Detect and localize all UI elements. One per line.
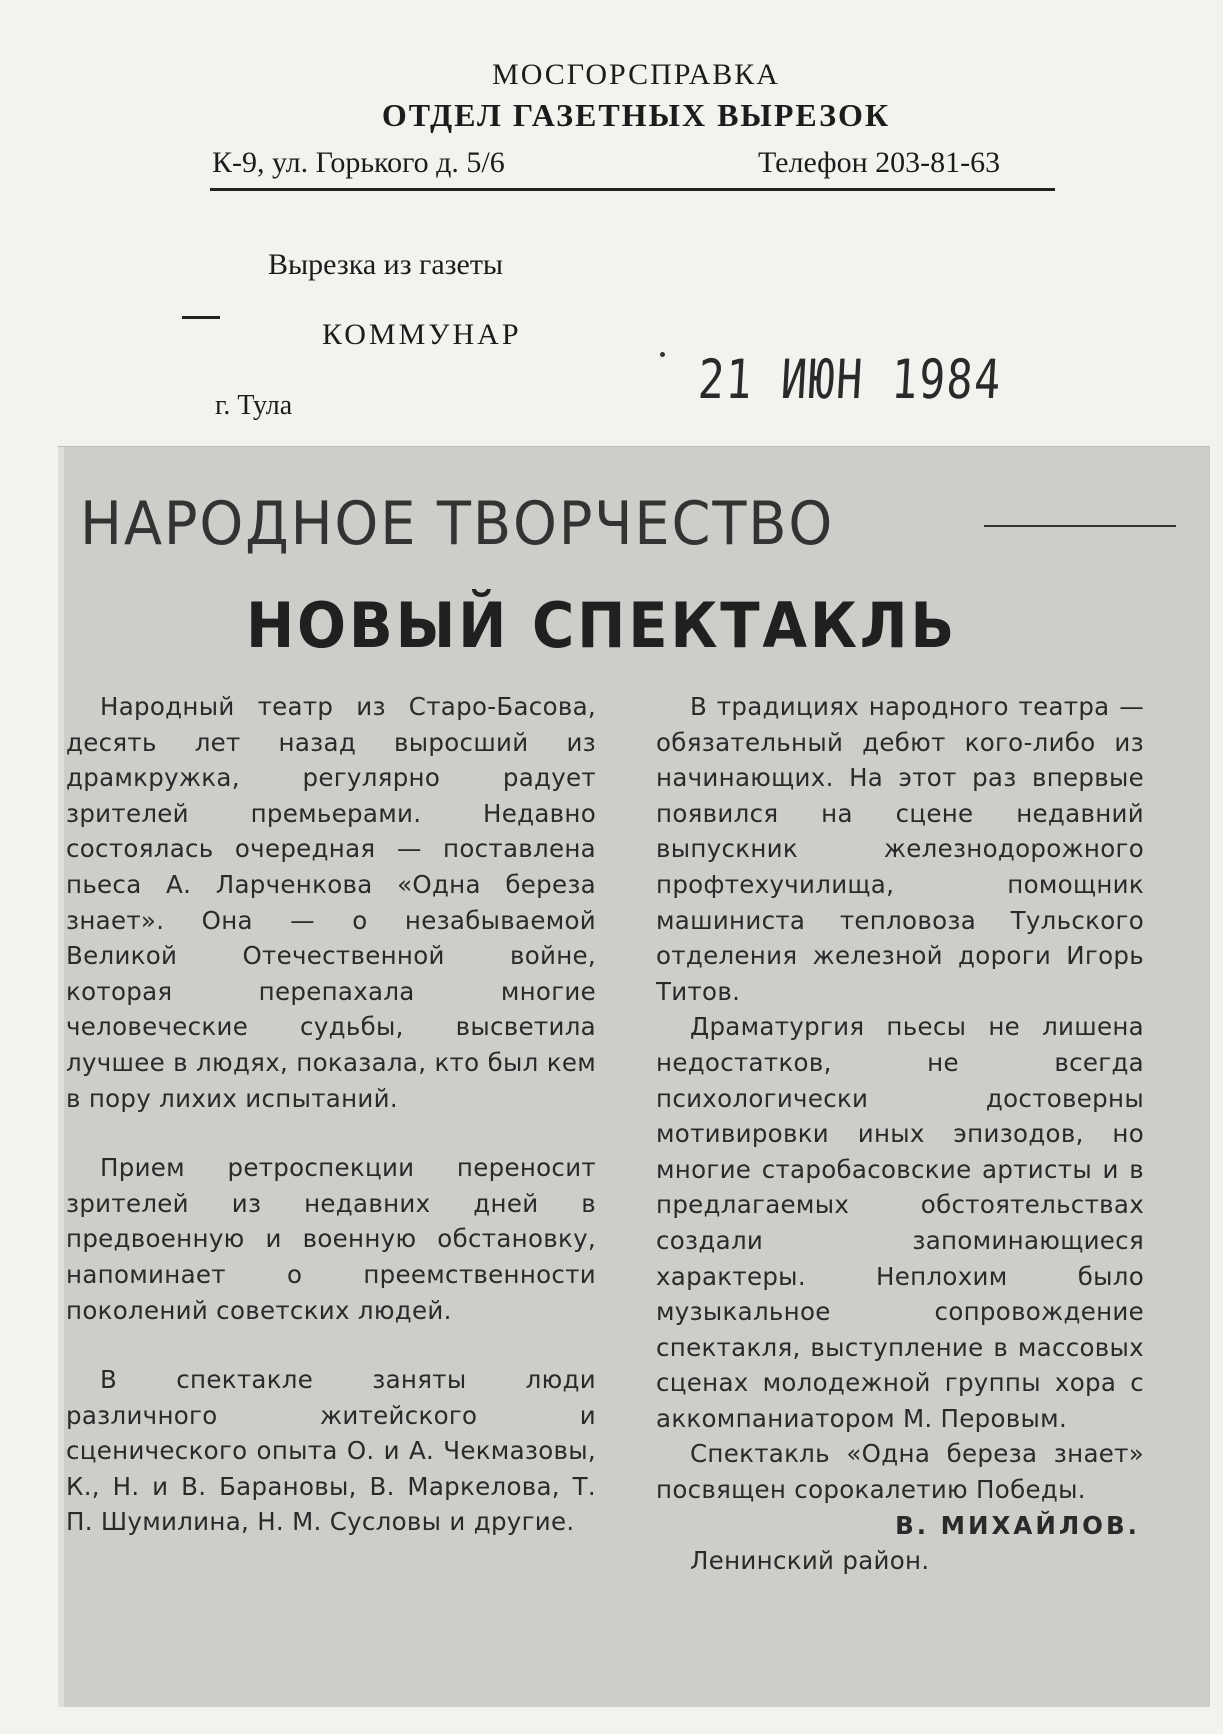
header-underline xyxy=(210,188,1055,191)
article-paragraph: Спектакль «Одна береза знает» посвящен сорокалетию Победы. xyxy=(656,1439,1144,1505)
bureau-phone: Телефон 203-81-63 xyxy=(758,146,1001,179)
article-column-left xyxy=(66,689,596,1540)
newspaper-city: г. Тула xyxy=(215,390,293,421)
article-paragraph: Прием ретроспекции переносит зрителей из недавних дней в предвоенную и военную обстановку, напоминает о преемственности поколений советских людей. xyxy=(66,1153,596,1325)
article-column-right xyxy=(656,689,1144,1579)
cutting-label: Вырезка из газеты xyxy=(268,248,504,281)
article-headline: НОВЫЙ СПЕКТАКЛЬ xyxy=(246,589,958,662)
newspaper-name: КОММУНАР xyxy=(322,318,522,351)
author-signature: В. МИХАЙЛОВ. xyxy=(895,1510,1140,1540)
newspaper-clipping xyxy=(58,446,1210,1707)
dash-divider xyxy=(182,316,220,319)
author-district: Ленинский район. xyxy=(690,1546,930,1576)
bureau-address: К-9, ул. Горького д. 5/6 xyxy=(212,146,505,179)
date-stamp: 21 ИЮН 1984 xyxy=(696,348,1004,411)
bureau-name: МОСГОРСПРАВКА xyxy=(492,58,780,91)
article-paragraph: Драматургия пьесы не лишена недостатков, не всегда психологически достоверны мотивировки иных эпизодов, но многие старобасовские артисты и в предлагаемых обстоятельствах создали запоминающиеся характеры. Неплохим было музыкальное сопровождение спектакля, выступление в массовых сценах молодежной группы хора с аккомпаниатором М. Перовым. xyxy=(656,1012,1144,1433)
article-rubric: НАРОДНОЕ ТВОРЧЕСТВО xyxy=(80,489,835,559)
article-paragraph: В спектакле заняты люди различного житейского и сценического опыта О. и А. Чекмазовы, К., Н. и В. Барановы, В. Маркелова, Т. П. Шумилина, Н. М. Сусловы и другие. xyxy=(66,1365,596,1537)
clipping-edge-left xyxy=(58,447,64,1707)
article-paragraph: В традициях народного театра — обязательный дебют кого-либо из начинающих. На этот раз впервые появился на сцене недавний выпускник железнодорожного профтехучилища, помощник машиниста тепловоза Тульского отделения железной дороги Игорь Титов. xyxy=(656,692,1144,1006)
department-name: ОТДЕЛ ГАЗЕТНЫХ ВЫРЕЗОК xyxy=(381,97,891,133)
ink-dot xyxy=(660,352,665,357)
rubric-rule xyxy=(984,525,1176,527)
article-paragraph: Народный театр из Старо-Басова, десять лет назад выросший из драмкружка, регулярно радует зрителей премьерами. Недавно состоялась очередная — поставлена пьеса А. Ларченкова «Одна береза знает». Она — о незабываемой Великой Отечественной войне, которая перепахала многие человеческие судьбы, высветила лучшее в людях, показала, кто был кем в пору лихих испытаний. xyxy=(66,692,596,1113)
